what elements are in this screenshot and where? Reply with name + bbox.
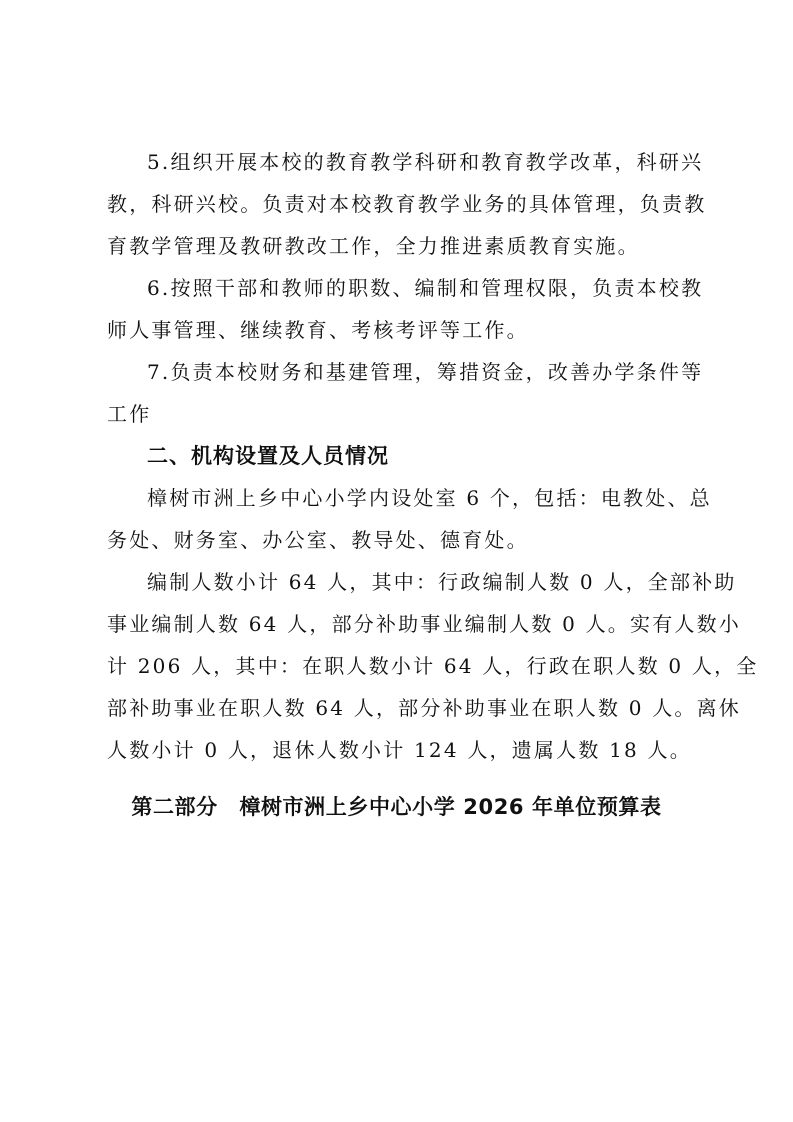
section2-para2-line4: 部补助事业在职人数 64 人，部分补助事业在职人数 0 人。离休 xyxy=(107,696,742,720)
item7-line2: 工作 xyxy=(107,402,152,426)
item5-line3: 育教学管理及教研教改工作，全力推进素质教育实施。 xyxy=(107,234,640,258)
item5-line2: 教，科研兴校。负责对本校教育教学业务的具体管理，负责教 xyxy=(107,192,707,216)
item7-line1: 7.负责本校财务和基建管理，筹措资金，改善办学条件等 xyxy=(147,360,704,384)
section2-para2-line5: 人数小计 0 人，退休人数小计 124 人，遗属人数 18 人。 xyxy=(107,738,692,762)
section2-heading: 二、机构设置及人员情况 xyxy=(147,444,389,468)
section2-para2-line1: 编制人数小计 64 人，其中：行政编制人数 0 人，全部补助 xyxy=(147,570,737,594)
section2-para1-line2: 务处、财务室、办公室、教导处、德育处。 xyxy=(107,528,529,552)
section2-para2-line2: 事业编制人数 64 人，部分补助事业编制人数 0 人。实有人数小 xyxy=(107,612,742,636)
section2-para2-line3: 计 206 人，其中：在职人数小计 64 人，行政在职人数 0 人，全 xyxy=(107,654,759,678)
section2-para1-line1: 樟树市洲上乡中心小学内设处室 6 个，包括：电教处、总 xyxy=(147,486,712,510)
item6-line1: 6.按照干部和教师的职数、编制和管理权限，负责本校教 xyxy=(147,276,704,300)
item6-line2: 师人事管理、继续教育、考核考评等工作。 xyxy=(107,318,529,342)
item5-line1: 5.组织开展本校的教育教学科研和教育教学改革，科研兴 xyxy=(147,150,704,174)
part2-title: 第二部分 樟树市洲上乡中心小学 2026 年单位预算表 xyxy=(131,795,662,819)
